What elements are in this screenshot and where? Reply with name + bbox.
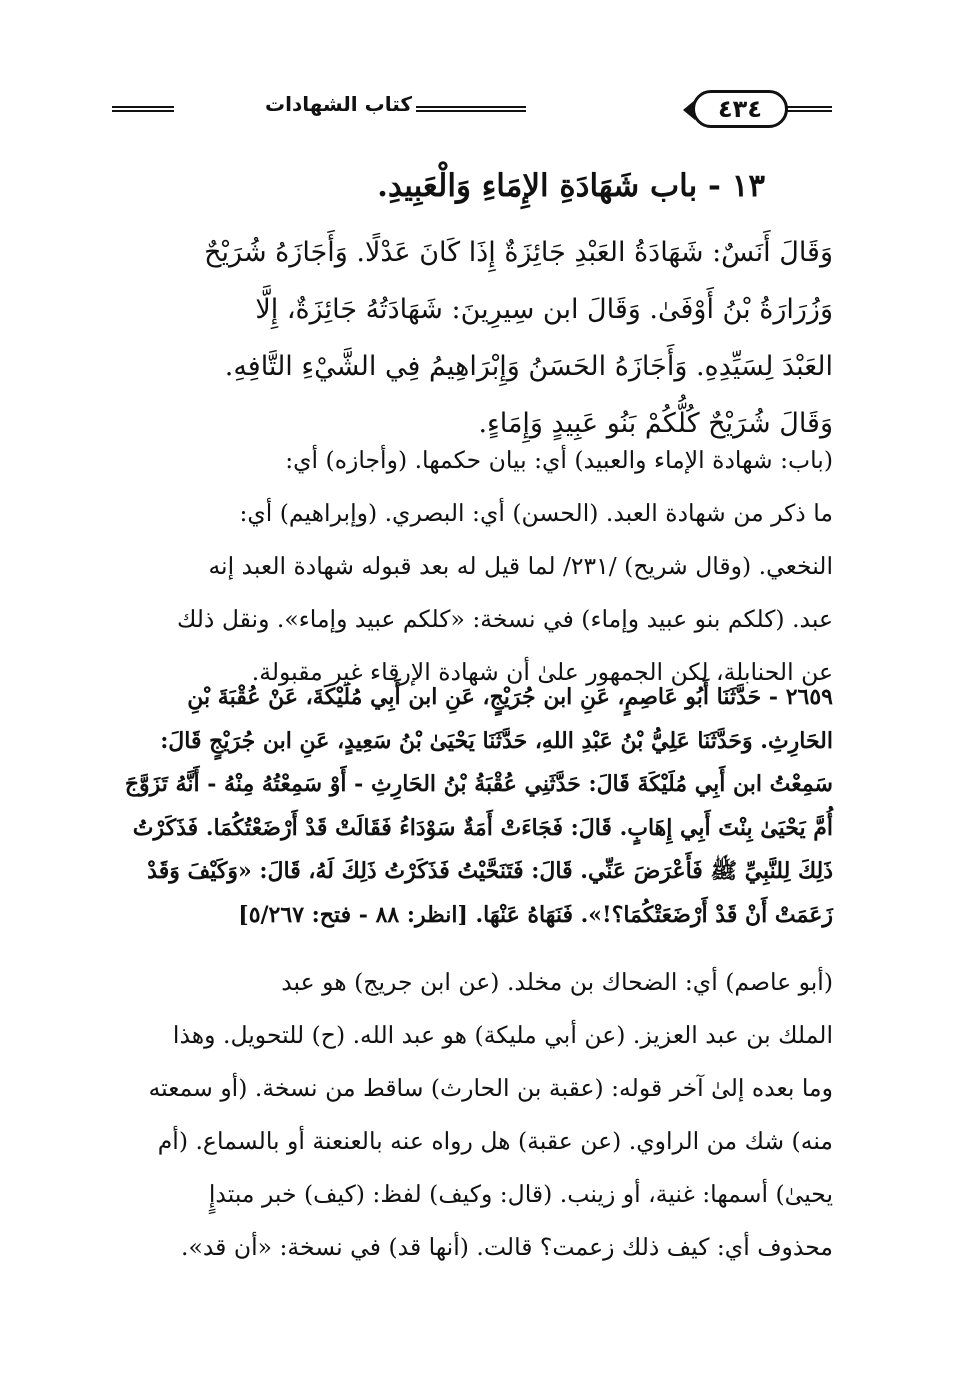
- matn-line: العَبْدَ لِسَيِّدِهِ. وَأَجَازَهُ الحَسَنُ وَإِبْرَاهِيمُ فِي الشَّيْءِ التَّافِهِ.: [224, 351, 833, 382]
- commentary-block-1: [117, 434, 833, 699]
- commentary-line: الملك بن عبد العزيز. (عن أبي مليكة) هو عبد الله. (ح) للتحويل. وهذا: [172, 1021, 833, 1049]
- commentary-line: (أبو عاصم) أي: الضحاك بن مخلد. (عن ابن جريج) هو عبد: [281, 968, 833, 996]
- hadith-line: ذَلِكَ لِلنَّبِيِّ ﷺ فَأَعْرَضَ عَنِّي. قَالَ: فَتَنَحَّيْتُ فَذَكَرْتُ ذَلِكَ لَهُ، قَالَ: «وَكَيْفَ وَقَدْ: [147, 858, 833, 884]
- hadith-line: ٢٦٥٩ - حَدَّثَنَا أَبُو عَاصِمٍ، عَنِ ابن جُرَيْجٍ، عَنِ ابن أَبِي مُلَيْكَةَ، عَنْ عُقْبَةَ بْنِ: [187, 684, 833, 710]
- header-rule-right: [784, 106, 832, 112]
- page-number-badge: [692, 90, 788, 128]
- running-title: كتاب الشهادات: [264, 92, 412, 116]
- chapter-title: ١٣ - باب شَهَادَةِ الإِمَاءِ وَالْعَبِيدِ.: [377, 168, 765, 204]
- hadith-line: أُمَّ يَحْيَىٰ بِنْتَ أَبِي إِهَابٍ. قَالَ: فَجَاءَتْ أَمَةٌ سَوْدَاءُ فَقَالَتْ قَدْ أَرْضَعْتُكُمَا. فَذَكَرْتُ: [132, 814, 833, 841]
- commentary-line: (باب: شهادة الإماء والعبيد) أي: بيان حكمها. (وأجازه) أي:: [285, 446, 833, 474]
- commentary-line: يحيىٰ) أسمها: غنية، أو زينب. (قال: وكيف) لفظ: (كيف) خبر مبتدإٍ: [208, 1180, 833, 1208]
- hadith-line: سَمِعْتُ ابن أَبِي مُلَيْكَةَ قَالَ: حَدَّثَنِي عُقْبَةُ بْنُ الحَارِثِ - أَوْ سَمِعْتُهُ مِنْهُ - أَنَّهُ تَزَوَّجَ: [124, 771, 833, 797]
- commentary-line: ما ذكر من شهادة العبد. (الحسن) أي: البصري. (وإبراهيم) أي:: [239, 499, 833, 527]
- page-header: [112, 88, 832, 132]
- commentary-line: وما بعده إلىٰ آخر قوله: (عقبة بن الحارث) ساقط من نسخة. (أو سمعته: [148, 1074, 833, 1102]
- commentary-line: عن الحنابلة، لكن الجمهور علىٰ أن شهادة الإرقاء غير مقبولة.: [251, 658, 833, 686]
- header-rule-middle: [416, 106, 526, 112]
- hadith-block: [117, 676, 833, 937]
- matn-line: وَزُرَارَةُ بْنُ أَوْفَىٰ. وَقَالَ ابن سِيرِينَ: شَهَادَتُهُ جَائِزَةٌ، إِلَّا: [255, 294, 833, 325]
- commentary-block-2: [117, 956, 833, 1274]
- header-rule-left: [112, 106, 174, 112]
- matn-line: وَقَالَ أَنَسٌ: شَهَادَةُ العَبْدِ جَائِزَةٌ إِذَا كَانَ عَدْلًا. وَأَجَازَهُ شُرَيْحٌ: [204, 237, 833, 268]
- matn-line: وَقَالَ شُرَيْحٌ كُلُّكُمْ بَنُو عَبِيدٍ وَإِمَاءٍ.: [478, 408, 833, 439]
- commentary-line: عبد. (كلكم بنو عبيد وإماء) في نسخة: «كلكم عبيد وإماء». ونقل ذلك: [176, 605, 833, 633]
- hadith-line: زَعَمَتْ أَنْ قَدْ أَرْضَعَتْكُمَا؟!». فَنَهَاهُ عَنْهَا. [انظر: ٨٨ - فتح: ٥/٢٦٧]: [238, 901, 833, 928]
- matn-block: [117, 224, 833, 452]
- page-number: ٤٣٤: [718, 95, 762, 123]
- commentary-line: محذوف أي: كيف ذلك زعمت؟ قالت. (أنها قد) في نسخة: «أن قد».: [180, 1233, 833, 1261]
- commentary-line: النخعي. (وقال شريح) /٢٣١/ لما قيل له بعد قبوله شهادة العبد إنه: [208, 552, 833, 580]
- hadith-line: الحَارِثِ. وَحَدَّثَنَا عَلِيُّ بْنُ عَبْدِ اللهِ، حَدَّثَنَا يَحْيَىٰ بْنُ سَعِيدٍ، عَنِ ابن جُرَيْجٍ قَالَ:: [160, 727, 833, 754]
- commentary-line: منه) شك من الراوي. (عن عقبة) هل رواه عنه بالعنعنة أو بالسماع. (أم: [157, 1127, 833, 1155]
